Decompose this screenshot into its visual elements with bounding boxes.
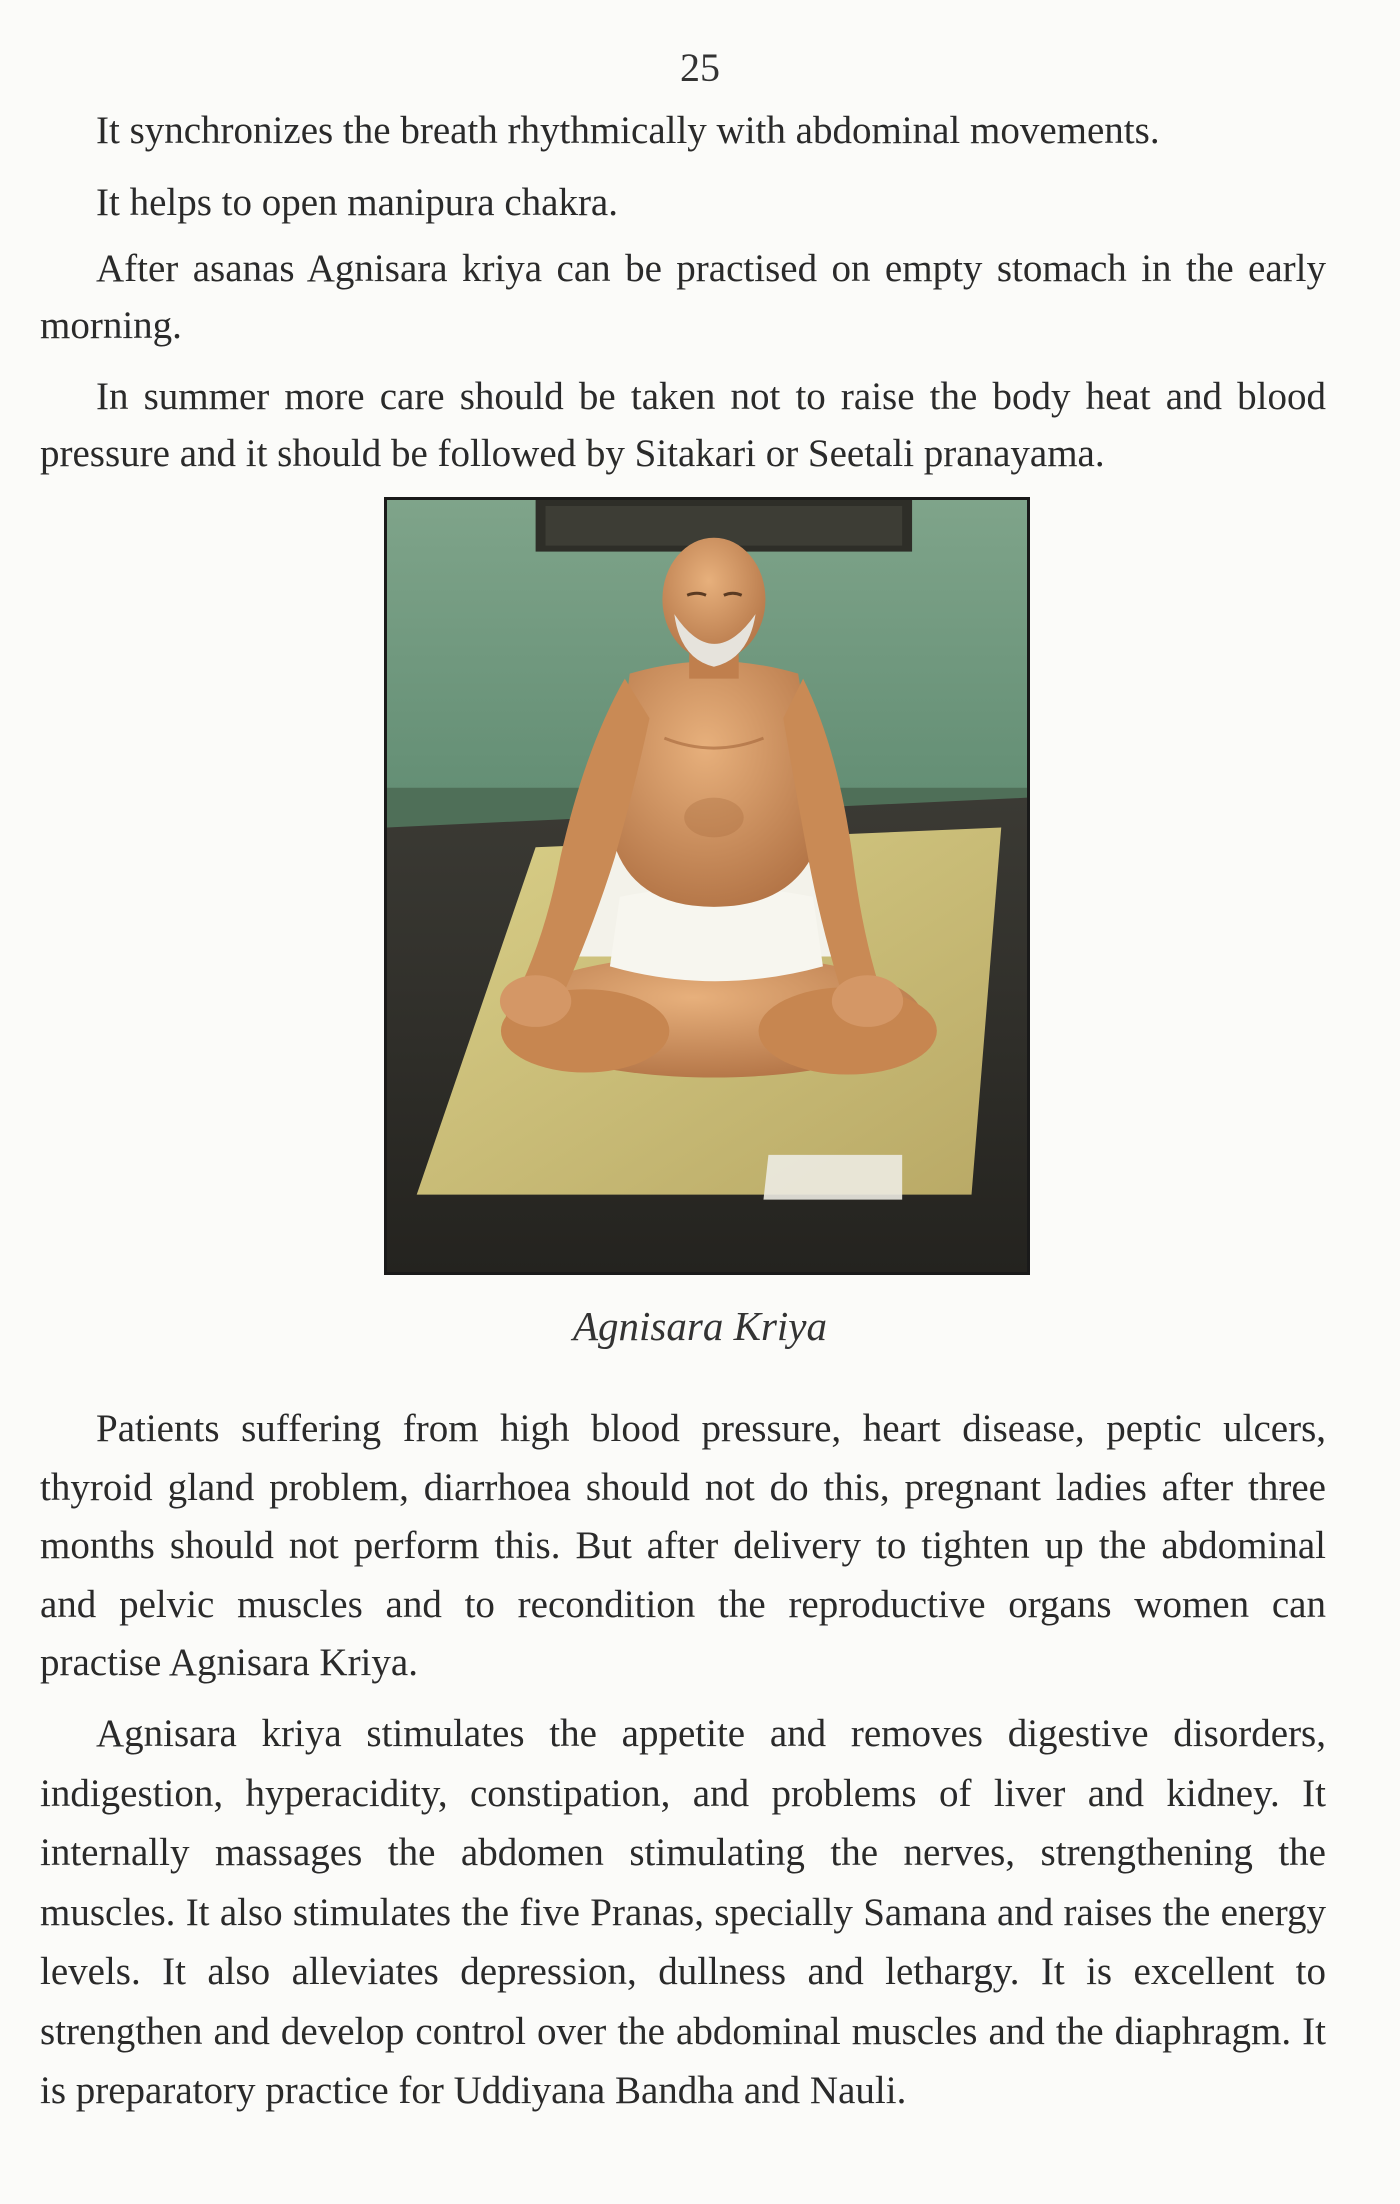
paragraph: Patients suffering from high blood pressure, heart disease, peptic ulcers, thyroid gland problem, diarrhoea should not do this, pregnant ladies after three months should not perform this. But after delivery to tighten up the abdominal and pelvic muscles and to recondition the reproductive organs women can practise Agnisara Kriya. [40, 1407, 1326, 1685]
figure-photo [384, 497, 1030, 1275]
paragraph: In summer more care should be taken not to raise the body heat and blood pressure and it should be followed by Sitakari or Seetali pranayama. [40, 375, 1326, 475]
figure-caption: Agnisara Kriya [573, 1303, 827, 1349]
paragraph: It synchronizes the breath rhythmically with abdominal movements. [96, 109, 1160, 152]
paragraph: After asanas Agnisara kriya can be practised on empty stomach in the early morning. [40, 247, 1326, 347]
page-number: 25 [680, 45, 720, 90]
meditating-man-photo [387, 500, 1027, 1272]
paragraph: Agnisara kriya stimulates the appetite and removes digestive disorders, indigestion, hyperacidity, constipation, and problems of liver and kidney. It internally massages the abdomen stimulating the nerves, strengthening the muscles. It also stimulates the five Pranas, specially Samana and raises the energy levels. It also alleviates depression, dullness and lethargy. It is excellent to strengthen and develop control over the abdominal muscles and the diaphragm. It is preparatory practice for Uddiyana Bandha and Nauli. [40, 1712, 1326, 2112]
paragraph: It helps to open manipura chakra. [96, 181, 618, 224]
